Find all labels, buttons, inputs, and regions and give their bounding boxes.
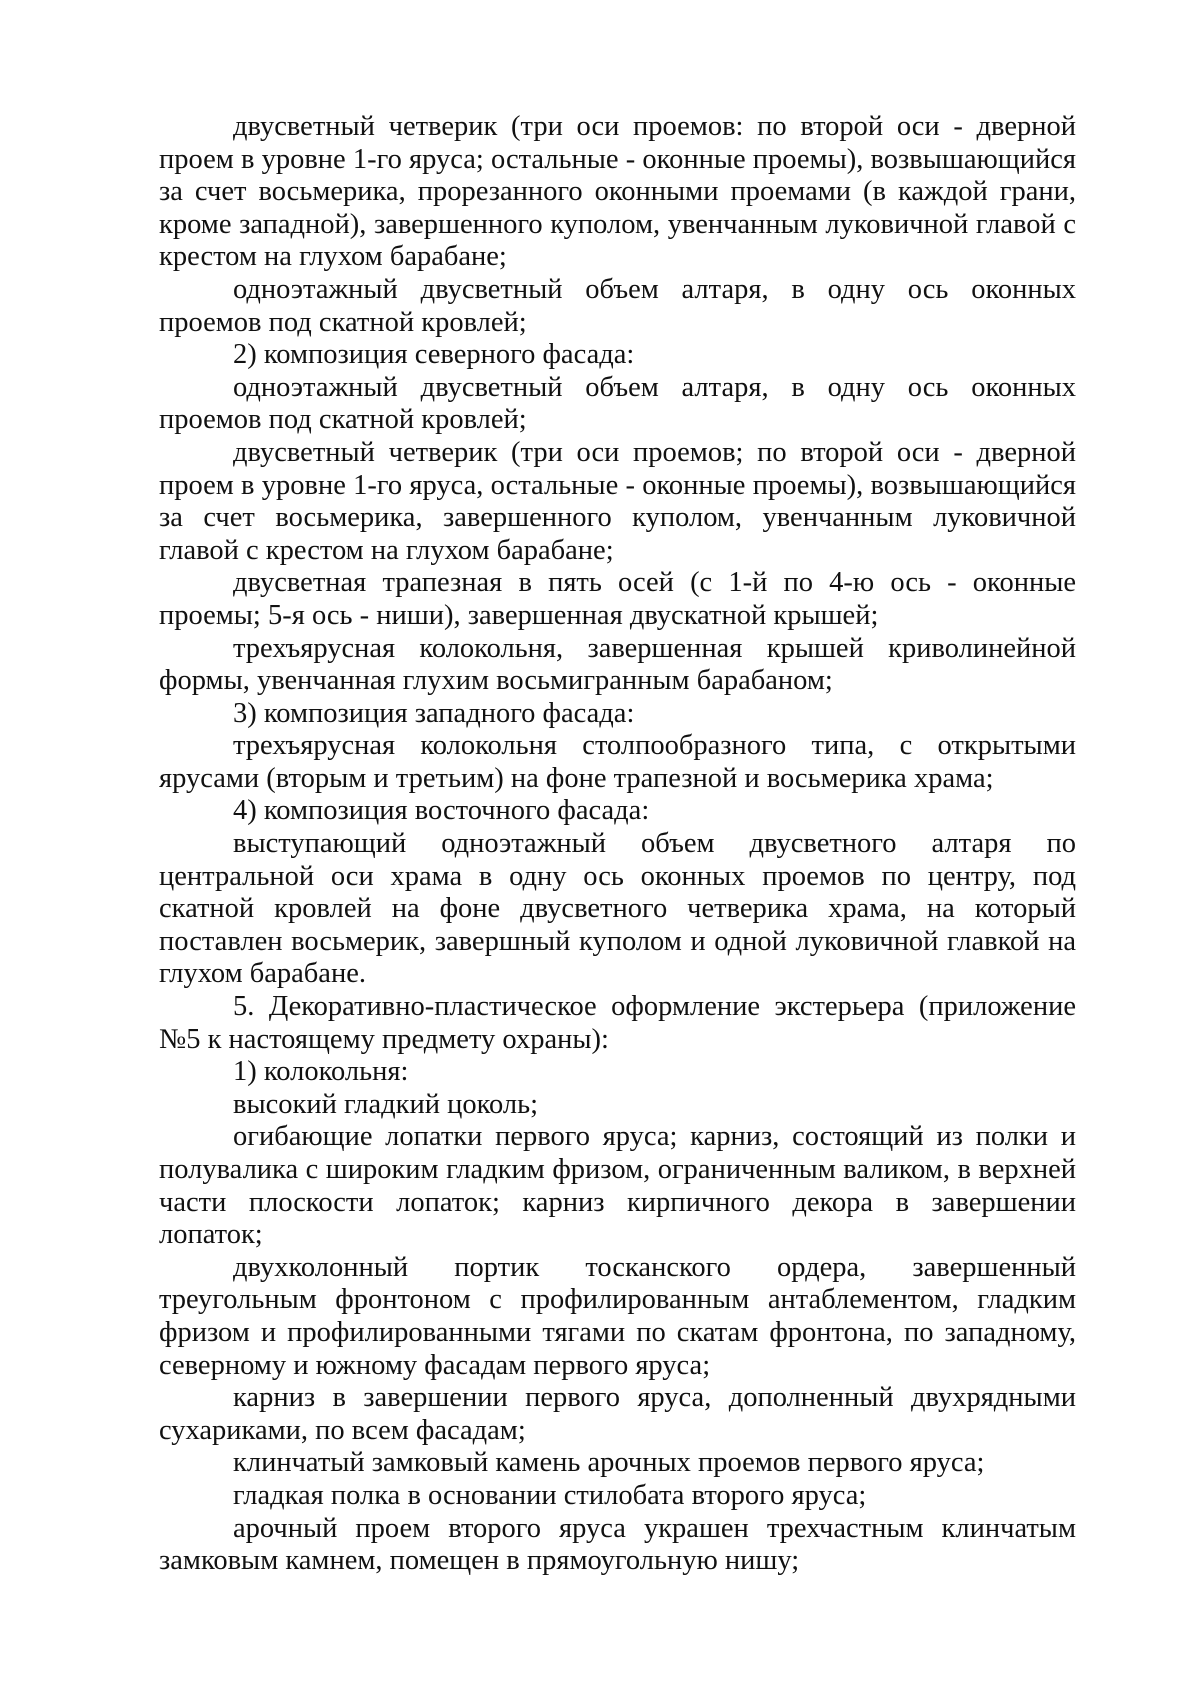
paragraph: двухколонный портик тосканского ордера, завершенный треугольным фронтоном с профилированным антаблементом, гладким фризом и профилированными тягами по скатам фронтона, по западному, северному и южному фасадам первого яруса; — [159, 1251, 1076, 1381]
paragraph: гладкая полка в основании стилобата второго яруса; — [233, 1479, 867, 1511]
paragraph: двусветный четверик (три оси проемов: по второй оси - дверной проем в уровне 1-го яруса; остальные - оконные проемы), возвышающийся за счет восьмерика, прорезанного оконными проемами (в каждой грани, кроме западной), завершенного куполом, увенчанным луковичной главой с крестом на глухом барабане; — [159, 111, 1076, 273]
paragraph: карниз в завершении первого яруса, дополненный двухрядными сухариками, по всем фасадам; — [159, 1382, 1076, 1446]
paragraph: одноэтажный двусветный объем алтаря, в одну ось оконных проемов под скатной кровлей; — [159, 273, 1076, 338]
paragraph: высокий гладкий цоколь; — [233, 1088, 538, 1120]
paragraph: одноэтажный двусветный объем алтаря, в одну ось оконных проемов под скатной кровлей; — [159, 371, 1076, 436]
paragraph: 5. Декоративно-пластическое оформление экстерьера (приложение №5 к настоящему предмету охраны): — [159, 991, 1076, 1055]
paragraph: 2) композиция северного фасада: — [233, 339, 635, 371]
paragraph: огибающие лопатки первого яруса; карниз, состоящий из полки и полувалика с широким гладким фризом, ограниченным валиком, в верхней части плоскости лопаток; карниз кирпичного декора в завершении лопаток; — [159, 1121, 1076, 1251]
paragraph: двусветная трапезная в пять осей (с 1-й по 4-ю ось - оконные проемы; 5-я ось - ниши), завершенная двускатной крышей; — [159, 567, 1076, 631]
paragraph: 1) колокольня: — [233, 1056, 409, 1088]
paragraph: клинчатый замковый камень арочных проемов первого яруса; — [233, 1447, 985, 1479]
paragraph: 4) композиция восточного фасада: — [233, 795, 650, 827]
paragraph: двусветный четверик (три оси проемов; по второй оси - дверной проем в уровне 1-го яруса, остальные - оконные проемы), возвышающийся за счет восьмерика, завершенного куполом, увенчанным луковичной главой с крестом на глухом барабане; — [159, 436, 1076, 566]
document-page — [159, 111, 1076, 1578]
paragraph: 3) композиция западного фасада: — [233, 697, 635, 729]
paragraph: арочный проем второго яруса украшен трехчастным клинчатым замковым камнем, помещен в прямоугольную нишу; — [159, 1512, 1076, 1577]
paragraph: трехъярусная колокольня столпообразного типа, с открытыми ярусами (вторым и третьим) на фоне трапезной и восьмерика храма; — [159, 730, 1076, 794]
paragraph: трехъярусная колокольня, завершенная крышей криволинейной формы, увенчанная глухим восьмигранным барабаном; — [159, 632, 1076, 697]
paragraph: выступающий одноэтажный объем двусветного алтаря по центральной оси храма в одну ось оконных проемов по центру, под скатной кровлей на фоне двусветного четверика храма, на который поставлен восьмерик, завершный куполом и одной луковичной главкой на глухом барабане. — [159, 828, 1076, 990]
